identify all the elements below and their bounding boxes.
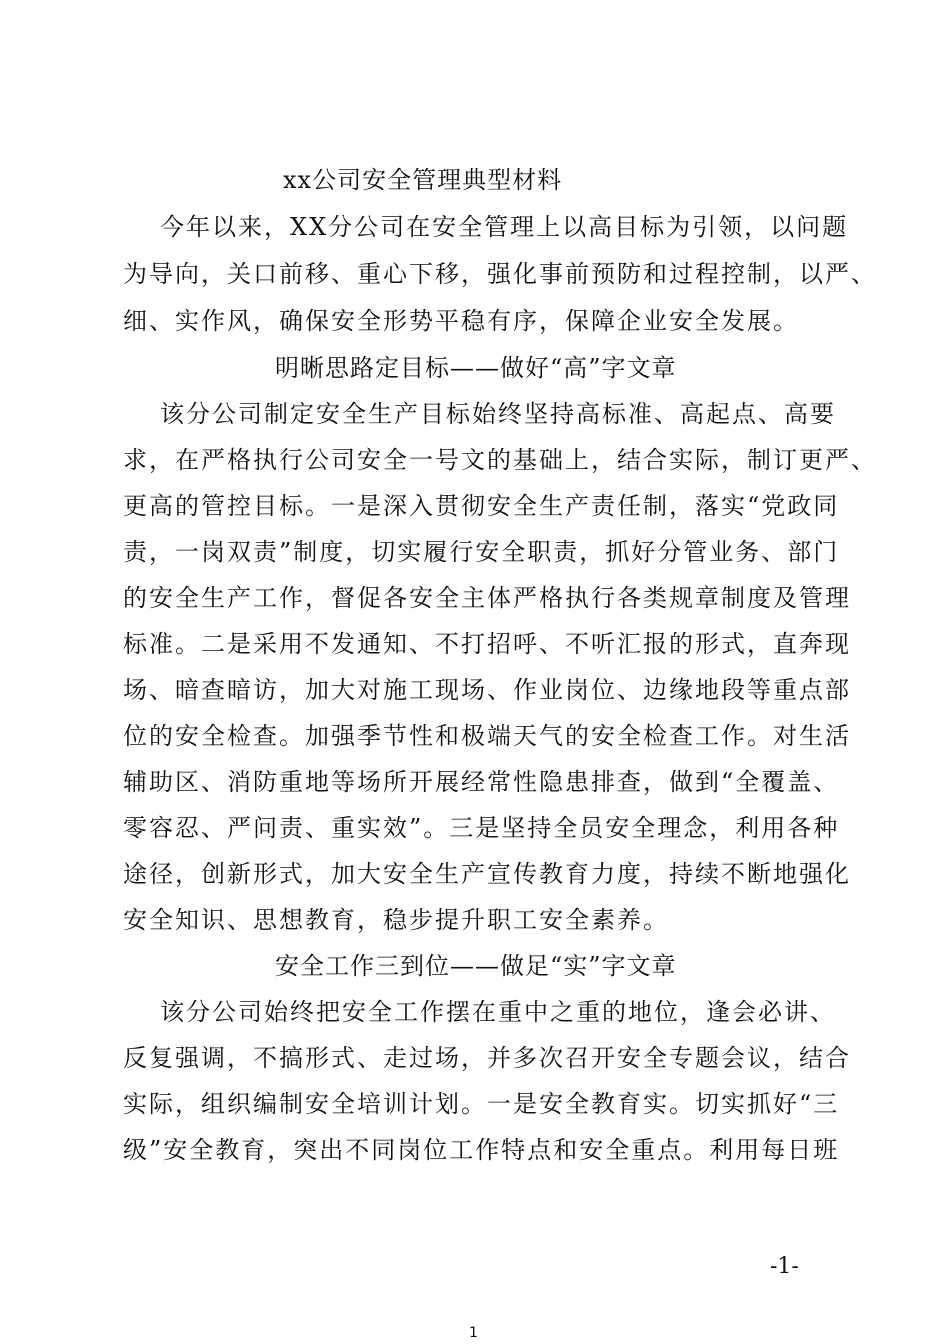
section-line: 的安全生产工作，督促各安全主体严格执行各类规章制度及管理	[123, 584, 851, 612]
intro-line: 细、实作风，确保安全形势平稳有序，保障企业安全发展。	[123, 307, 799, 335]
section-line: 零容忍、严问责、重实效”。三是坚持全员安全理念，利用各种	[123, 814, 840, 842]
page-number: -1-	[770, 1254, 799, 1279]
document-title: xx公司安全管理典型材料	[283, 166, 563, 194]
section-line: 该分公司始终把安全工作摆在重中之重的地位，逢会必讲、	[160, 998, 836, 1026]
section-line: 反复强调，不搞形式、走过场，并多次召开安全专题会议，结合	[123, 1044, 851, 1072]
section-heading: 明晰思路定目标——做好“高”字文章	[275, 354, 677, 382]
section-line: 该分公司制定安全生产目标始终坚持高标准、高起点、高要	[160, 400, 836, 428]
section-line: 更高的管控目标。一是深入贯彻安全生产责任制，落实“党政同	[123, 492, 840, 520]
intro-line: 今年以来，XX分公司在安全管理上以高目标为引领，以问题	[160, 213, 849, 241]
section-line: 辅助区、消防重地等场所开展经常性隐患排查，做到“全覆盖、	[123, 768, 840, 796]
footer-page-index: 1	[469, 1325, 478, 1341]
section-line: 标准。二是采用不发通知、不打招呼、不听汇报的形式，直奔现	[123, 630, 851, 658]
section-line: 责，一岗双责”制度，切实履行安全职责，抓好分管业务、部门	[123, 538, 840, 566]
section-line: 安全知识、思想教育，稳步提升职工安全素养。	[123, 906, 669, 934]
section-line: 级”安全教育，突出不同岗位工作特点和安全重点。利用每日班	[123, 1136, 840, 1164]
section-heading: 安全工作三到位——做足“实”字文章	[275, 952, 677, 980]
section-line: 途径，创新形式，加大安全生产宣传教育力度，持续不断地强化	[123, 860, 851, 888]
section-line: 求，在严格执行公司安全一号文的基础上，结合实际，制订更严、	[123, 446, 877, 474]
section-line: 实际，组织编制安全培训计划。一是安全教育实。切实抓好“三	[123, 1090, 840, 1118]
section-line: 位的安全检查。加强季节性和极端天气的安全检查工作。对生活	[123, 722, 851, 750]
intro-line: 为导向，关口前移、重心下移，强化事前预防和过程控制，以严、	[123, 260, 877, 288]
section-line: 场、暗查暗访，加大对施工现场、作业岗位、边缘地段等重点部	[123, 676, 851, 704]
